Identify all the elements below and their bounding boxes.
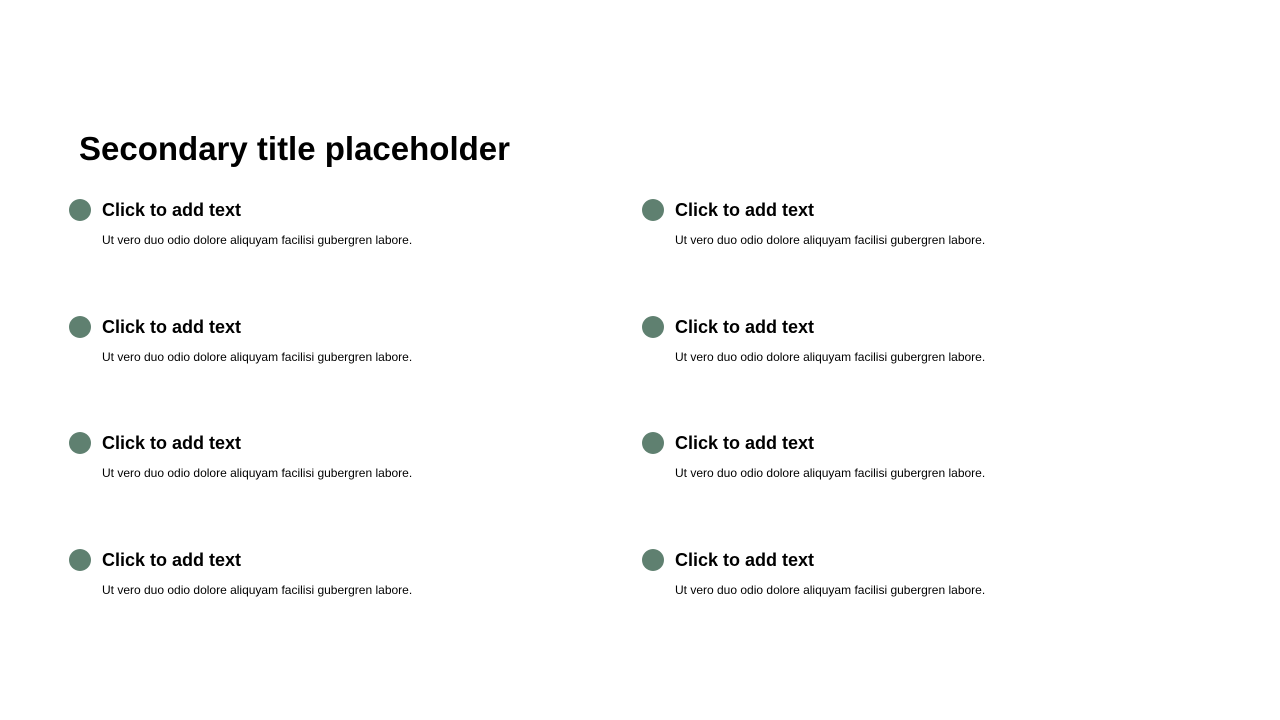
bullet-circle-icon [69,199,91,221]
item-heading[interactable]: Click to add text [675,550,815,570]
bullet-circle-icon [642,316,664,338]
bullet-circle-icon [642,549,664,571]
slide-title[interactable]: Secondary title placeholder [79,130,510,167]
item-heading[interactable]: Click to add text [102,200,242,220]
bullet-circle-icon [642,199,664,221]
item-body[interactable]: Ut vero duo odio dolore aliquyam facilisi gubergren labore. [102,233,413,247]
bullet-circle-icon [69,316,91,338]
item-heading[interactable]: Click to add text [102,317,242,337]
item-heading[interactable]: Click to add text [102,550,242,570]
item-body[interactable]: Ut vero duo odio dolore aliquyam facilisi gubergren labore. [102,583,413,597]
item-body[interactable]: Ut vero duo odio dolore aliquyam facilisi gubergren labore. [102,466,413,480]
bullet-circle-icon [642,432,664,454]
list-item [69,199,589,269]
item-heading[interactable]: Click to add text [675,433,815,453]
item-heading[interactable]: Click to add text [102,433,242,453]
item-body[interactable]: Ut vero duo odio dolore aliquyam facilisi gubergren labore. [675,466,986,480]
item-heading[interactable]: Click to add text [675,200,815,220]
list-item [642,549,1162,619]
item-body[interactable]: Ut vero duo odio dolore aliquyam facilisi gubergren labore. [675,233,986,247]
list-item [642,432,1162,502]
list-item [69,316,589,386]
list-item [69,549,589,619]
item-body[interactable]: Ut vero duo odio dolore aliquyam facilisi gubergren labore. [675,350,986,364]
bullet-circle-icon [69,432,91,454]
list-item [642,199,1162,269]
item-heading[interactable]: Click to add text [675,317,815,337]
list-item [642,316,1162,386]
bullet-circle-icon [69,549,91,571]
list-item [69,432,589,502]
item-body[interactable]: Ut vero duo odio dolore aliquyam facilisi gubergren labore. [102,350,413,364]
item-body[interactable]: Ut vero duo odio dolore aliquyam facilisi gubergren labore. [675,583,986,597]
